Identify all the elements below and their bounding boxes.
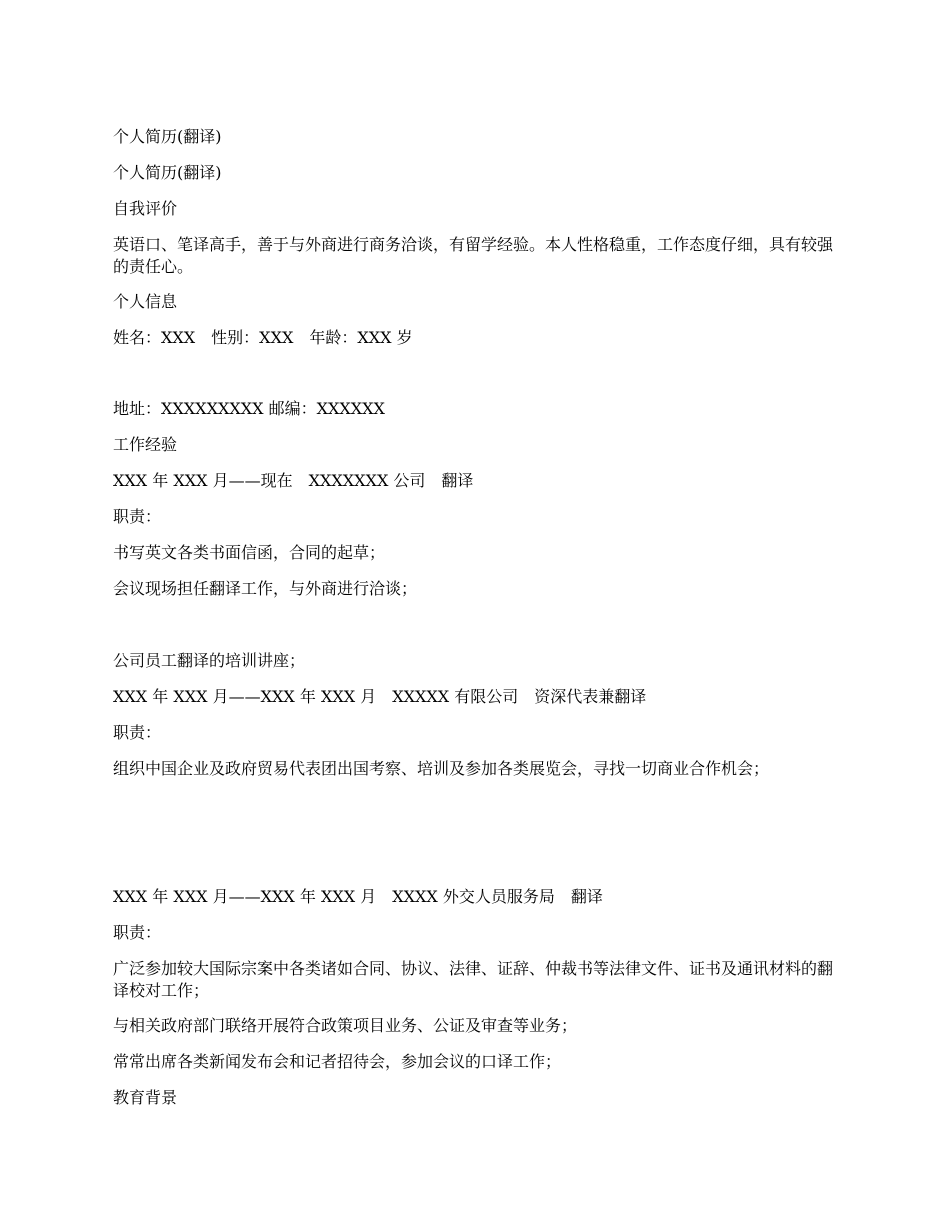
duty-item: 书写英文各类书面信函，合同的起草； [113,543,386,562]
duty-item: 公司员工翻译的培训讲座； [113,651,306,670]
resume-title: 个人简历(翻译) [113,127,222,146]
duties-label: 职责： [113,723,162,742]
resume-subtitle: 个人简历(翻译) [113,163,222,182]
education-heading: 教育背景 [113,1088,178,1107]
duty-item: 广泛参加较大国际宗案中各类诸如合同、协议、法律、证辞、仲裁书等法律文件、证书及通讯材料的翻译校对工作； [113,959,834,1000]
personal-info-heading: 个人信息 [113,292,178,311]
job-header: XXX 年 XXX 月——XXX 年 XXX 月 XXXXX 有限公司 资深代表兼翻译 [113,687,647,706]
duty-item: 会议现场担任翻译工作，与外商进行洽谈； [113,579,418,598]
duty-item: 与相关政府部门联络开展符合政策项目业务、公证及审查等业务； [113,1016,578,1035]
duties-label: 职责： [113,923,162,942]
personal-info-line: 姓名：XXX 性别：XXX 年龄：XXX 岁 [113,328,413,347]
duty-item: 常常出席各类新闻发布会和记者招待会，参加会议的口译工作； [113,1052,562,1071]
work-experience-heading: 工作经验 [113,435,178,454]
self-evaluation-text: 英语口、笔译高手，善于与外商进行商务洽谈，有留学经验。本人性格稳重，工作态度仔细，具有较强的责任心。 [113,235,834,276]
job-header: XXX 年 XXX 月——现在 XXXXXXX 公司 翻译 [113,471,474,490]
job-header: XXX 年 XXX 月——XXX 年 XXX 月 XXXX 外交人员服务局 翻译 [113,887,603,906]
address-line: 地址：XXXXXXXXX 邮编：XXXXXX [113,399,385,418]
duty-item: 组织中国企业及政府贸易代表团出国考察、培训及参加各类展览会，寻找一切商业合作机会； [113,759,770,778]
duties-label: 职责： [113,507,162,526]
self-evaluation-heading: 自我评价 [113,199,178,218]
